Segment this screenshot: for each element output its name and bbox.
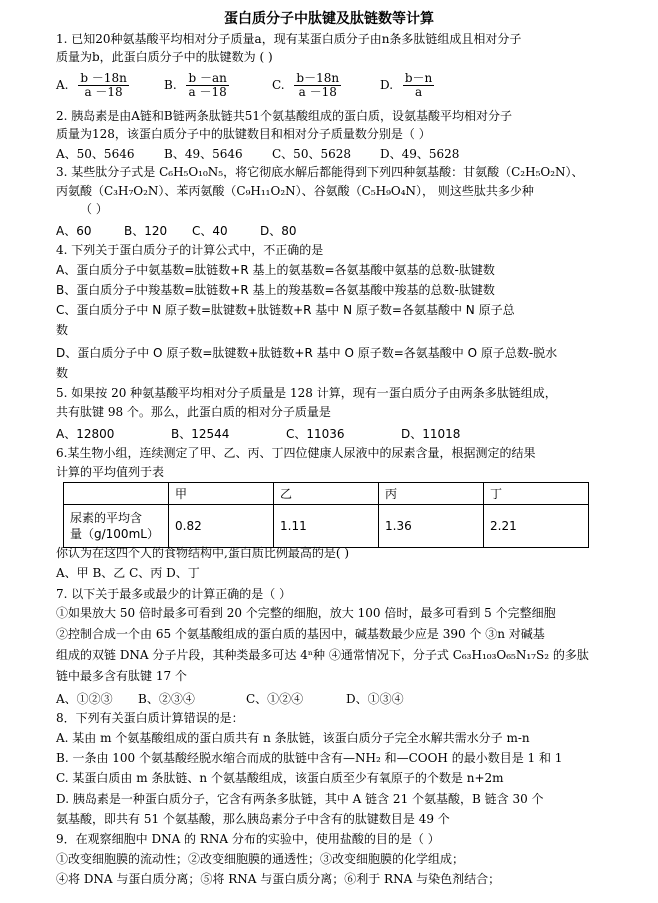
q1-stem-line1: 1. 已知20种氨基酸平均相对分子质量a，现有某蛋白质分子由n条多肽链组成且相对分子 <box>56 32 522 46</box>
q5-option-c: C、11036 <box>286 427 345 441</box>
table-row-label: 尿素的平均含 量（g/100mL） <box>64 505 169 548</box>
q3-option-c: C、40 <box>192 224 228 238</box>
q9-option-line2: ④将 DNA 与蛋白质分离；⑤将 RNA 与蛋白质分离；⑥利于 RNA 与染色剂结合； <box>56 872 501 886</box>
table-header-cell: 乙 <box>274 483 379 505</box>
table-cell: 2.21 <box>484 505 589 548</box>
table-header-cell <box>64 483 169 505</box>
q9-stem: 9．在观察细胞中 DNA 的 RNA 分布的实验中，使用盐酸的目的是（ ） <box>56 832 440 846</box>
table-header-cell: 甲 <box>169 483 274 505</box>
q2-option-c: C、50、5628 <box>272 147 351 161</box>
q1-d-denominator: a <box>414 85 423 99</box>
table-cell: 1.11 <box>274 505 379 548</box>
q7-options <box>56 690 476 706</box>
q3-option-a: A、60 <box>56 224 92 238</box>
q7-option-d: D、①③④ <box>346 692 404 706</box>
q5-option-b: B、12544 <box>171 427 230 441</box>
q3-stem-line3: （ ） <box>80 202 108 216</box>
q3-option-b: B、120 <box>124 224 168 238</box>
q3-stem-line2: 丙氨酸（C₃H₇O₂N）、苯丙氨酸（C₉H₁₁O₂N）、谷氨酸（C₅H₉O₄N）， 则这些肽共多少种 <box>56 184 534 198</box>
q4-option-b: B、蛋白质分子中羧基数=肽链数+R 基上的羧基数=各氨基酸中羧基的总数-肽键数 <box>56 283 495 297</box>
q6-stem-line2: 计算的平均值列于表 <box>56 465 165 479</box>
q1-c-denominator: a －18 <box>298 85 337 99</box>
q4-option-c-line1: C、蛋白质分子中 N 原子数=肽键数+肽链数+R 基中 N 原子数=各氨基酸中 N 原子总 <box>56 303 515 317</box>
q5-stem-line1: 5. 如果按 20 种氨基酸平均相对分子质量是 128 计算，现有一蛋白质分子由两条多肽链组成， <box>56 386 557 400</box>
q2-stem-line2: 质量为128，该蛋白质分子中的肽键数目和相对分子质量数分别是（ ） <box>56 127 431 141</box>
q2-option-a: A、50、5646 <box>56 147 135 161</box>
table-header-cell: 丙 <box>379 483 484 505</box>
q7-option-c: C、①②④ <box>246 692 304 706</box>
q5-option-a: A、12800 <box>56 427 115 441</box>
q1-b-denominator: a －18 <box>188 85 227 99</box>
page-title: 蛋白质分子中肽键及肽链数等计算 <box>224 11 434 27</box>
q5-options <box>56 425 576 441</box>
q6-stem-line1: 6.某生物小组，连续测定了甲、乙、丙、丁四位健康人尿液中的尿素含量，根据测定的结果 <box>56 446 536 460</box>
q1-option-d: D. $\frac{b-n}{a}$ <box>380 71 433 99</box>
q2-option-d: D、49、5628 <box>380 147 460 161</box>
q1-b-numerator: b －an <box>188 71 227 85</box>
q4-option-a: A、蛋白质分子中氨基数=肽链数+R 基上的氨基数=各氨基酸中氨基的总数-肽键数 <box>56 263 495 277</box>
q4-option-c-line2: 数 <box>56 323 69 337</box>
q1-d-numerator: b－n <box>404 71 433 85</box>
q8-stem: 8．下列有关蛋白质计算错误的是： <box>56 711 244 725</box>
q1-c-numerator: b－18n <box>296 71 340 85</box>
urea-table <box>63 482 589 548</box>
q8-option-c: C. 某蛋白质由 m 条肽链、n 个氨基酸组成，该蛋白质至少有氧原子的个数是 n+2m <box>56 771 504 785</box>
table-header-cell: 丁 <box>484 483 589 505</box>
q1-a-denominator: a －18 <box>84 85 123 99</box>
table-row <box>64 505 589 548</box>
q6-stem-line3: 你认为在这四个人的食物结构中,蛋白质比例最高的是( ) <box>56 546 349 560</box>
q7-statement-line3: 组成的双链 DNA 分子片段，其种类最多可达 4ⁿ种 ④通常情况下，分子式 C₆₃H₁₀₃O₆₅N₁₇S₂ 的多肽 <box>56 648 589 662</box>
q1-options <box>56 72 616 106</box>
q1-option-a: A. $\frac{b -18n}{a -18}$ <box>56 71 127 99</box>
q1-option-b: B. $\frac{b -an}{a -18}$ <box>164 71 227 99</box>
q4-option-d-line2: 数 <box>56 366 69 380</box>
q1-option-c: C. $\frac{b-18n}{a -18}$ <box>272 71 340 99</box>
table-header-row <box>64 483 589 505</box>
table-cell: 1.36 <box>379 505 484 548</box>
q4-stem: 4. 下列关于蛋白质分子的计算公式中，不正确的是 <box>56 243 324 257</box>
q1-a-numerator: b －18n <box>80 71 127 85</box>
q3-option-d: D、80 <box>260 224 297 238</box>
q7-option-b: B、②③④ <box>138 692 195 706</box>
q4-option-d-line1: D、蛋白质分子中 O 原子数=肽键数+肽链数+R 基中 O 原子数=各氨基酸中 O 原子总数-脱水 <box>56 346 558 360</box>
q3-options <box>56 222 456 238</box>
q8-option-d-line2: 氨基酸，即共有 51 个氨基酸，那么胰岛素分子中含有的肽键数目是 49 个 <box>56 812 450 826</box>
table-cell: 0.82 <box>169 505 274 548</box>
q2-options <box>56 145 616 161</box>
q7-statement-line4: 链中最多含有肽键 17 个 <box>56 669 187 683</box>
q2-stem-line1: 2. 胰岛素是由A链和B链两条肽链共51个氨基酸组成的蛋白质，设氨基酸平均相对分子 <box>56 109 513 123</box>
q2-option-b: B、49、5646 <box>164 147 243 161</box>
q5-stem-line2: 共有肽键 98 个。那么，此蛋白质的相对分子质量是 <box>56 405 331 419</box>
q8-option-a: A. 某由 m 个氨基酸组成的蛋白质共有 n 条肽链，该蛋白质分子完全水解共需水分子 m-n <box>56 731 530 745</box>
q8-option-d-line1: D. 胰岛素是一种蛋白质分子，它含有两条多肽链，其中 A 链含 21 个氨基酸，B 链含 30 个 <box>56 792 544 806</box>
q3-stem-line1: 3. 某些肽分子式是 C₆H₅O₁₀N₅，将它彻底水解后都能得到下列四种氨基酸：甘氨酸（C₂H₅O₂N）、 <box>56 165 584 179</box>
q9-option-line1: ①改变细胞膜的流动性；②改变细胞膜的通透性；③改变细胞膜的化学组成； <box>56 852 465 866</box>
q5-option-d: D、11018 <box>401 427 461 441</box>
q7-statement-line2: ②控制合成一个由 65 个氨基酸组成的蛋白质的基因中，碱基数最少应是 390 个 ③n 对碱基 <box>56 627 545 641</box>
q6-options: A、甲 B、乙 C、丙 D、丁 <box>56 566 200 580</box>
q7-statement-line1: ①如果放大 50 倍时最多可看到 20 个完整的细胞，放大 100 倍时，最多可看到 5 个完整细胞 <box>56 606 556 620</box>
q8-option-b: B. 一条由 100 个氨基酸经脱水缩合而成的肽链中含有—NH₂ 和—COOH 的最小数目是 1 和 1 <box>56 751 563 765</box>
q7-stem: 7. 以下关于最多或最少的计算正确的是（ ） <box>56 587 292 601</box>
q1-stem-line2: 质量为b，此蛋白质分子中的肽键数为 ( ) <box>56 50 273 64</box>
q7-option-a: A、①②③ <box>56 692 113 706</box>
